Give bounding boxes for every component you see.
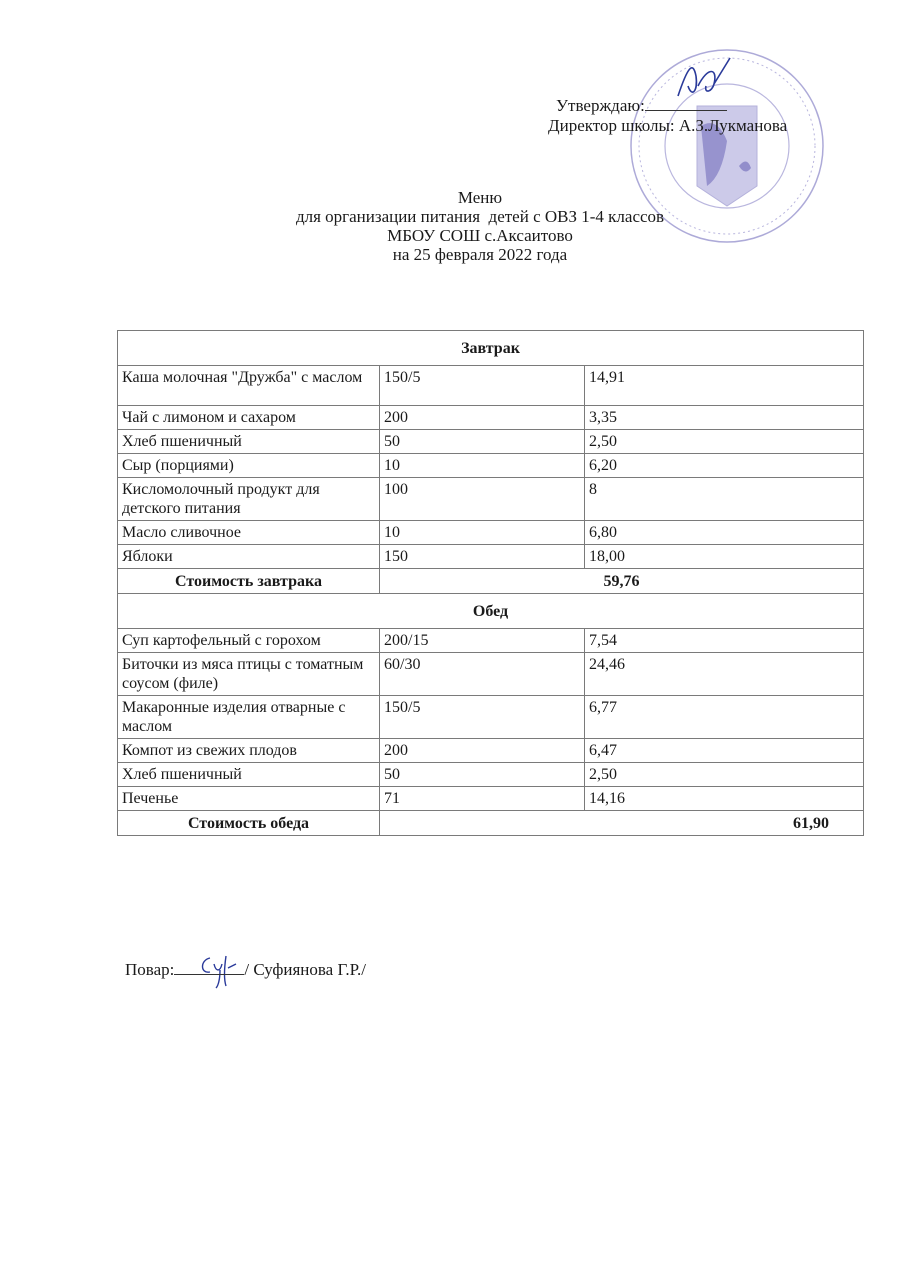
table-row [118, 653, 864, 696]
section-header-breakfast: Завтрак [118, 331, 864, 366]
dish-portion: 71 [380, 787, 585, 811]
title-line-4: на 25 февраля 2022 года [392, 245, 568, 264]
section-row-lunch [118, 594, 864, 629]
title-line-3: МБОУ СОШ с.Аксаитово [387, 226, 573, 245]
dish-price: 6,80 [585, 521, 864, 545]
table-row [118, 454, 864, 478]
title-line-2: для организации питания детей с ОВЗ 1-4 классов [295, 207, 665, 226]
director-line: Директор школы: А.З.Лукманова [548, 116, 788, 135]
dish-price: 2,50 [585, 430, 864, 454]
approval-block [548, 96, 787, 136]
total-row-breakfast [118, 569, 864, 594]
total-row-lunch [118, 811, 864, 836]
table-row [118, 696, 864, 739]
dish-portion: 50 [380, 430, 585, 454]
dish-price: 7,54 [585, 629, 864, 653]
dish-name: Яблоки [118, 545, 380, 569]
dish-portion: 60/30 [380, 653, 585, 696]
title-line-1: Меню [457, 188, 503, 207]
dish-portion: 200 [380, 406, 585, 430]
breakfast-total-label: Стоимость завтрака [118, 569, 380, 594]
dish-name: Кисломолочный продукт для детского питания [118, 478, 380, 521]
table-row [118, 366, 864, 406]
lunch-total-value: 61,90 [380, 811, 864, 836]
signature-line [645, 109, 727, 111]
table-row [118, 763, 864, 787]
dish-name: Компот из свежих плодов [118, 739, 380, 763]
dish-price: 14,16 [585, 787, 864, 811]
lunch-total-label: Стоимость обеда [118, 811, 380, 836]
cook-signature-block [125, 960, 366, 980]
dish-price: 6,77 [585, 696, 864, 739]
dish-price: 18,00 [585, 545, 864, 569]
table-row [118, 521, 864, 545]
table-row [118, 406, 864, 430]
dish-portion: 150/5 [380, 696, 585, 739]
approve-label: Утверждаю: [556, 96, 645, 115]
dish-name: Чай с лимоном и сахаром [118, 406, 380, 430]
page-title [0, 188, 897, 264]
menu-table [117, 330, 864, 836]
table-row [118, 629, 864, 653]
dish-name: Хлеб пшеничный [118, 430, 380, 454]
dish-name: Печенье [118, 787, 380, 811]
dish-name: Макаронные изделия отварные с маслом [118, 696, 380, 739]
dish-name: Хлеб пшеничный [118, 763, 380, 787]
table-row [118, 787, 864, 811]
breakfast-total-value: 59,76 [380, 569, 864, 594]
dish-portion: 100 [380, 478, 585, 521]
dish-portion: 150 [380, 545, 585, 569]
dish-price: 2,50 [585, 763, 864, 787]
dish-portion: 200 [380, 739, 585, 763]
dish-portion: 150/5 [380, 366, 585, 406]
table-row [118, 739, 864, 763]
dish-price: 6,20 [585, 454, 864, 478]
cook-label: Повар: [125, 960, 175, 979]
dish-portion: 50 [380, 763, 585, 787]
dish-price: 14,91 [585, 366, 864, 406]
table-row [118, 478, 864, 521]
cook-name: / Суфиянова Г.Р./ [244, 960, 366, 979]
dish-name: Каша молочная "Дружба" с маслом [118, 366, 380, 406]
table-row [118, 545, 864, 569]
dish-name: Биточки из мяса птицы с томатным соусом (филе) [118, 653, 380, 696]
dish-portion: 10 [380, 454, 585, 478]
section-header-lunch: Обед [118, 594, 864, 629]
table-row [118, 430, 864, 454]
dish-portion: 10 [380, 521, 585, 545]
dish-name: Масло сливочное [118, 521, 380, 545]
dish-name: Сыр (порциями) [118, 454, 380, 478]
dish-name: Суп картофельный с горохом [118, 629, 380, 653]
section-row-breakfast [118, 331, 864, 366]
dish-price: 3,35 [585, 406, 864, 430]
dish-price: 24,46 [585, 653, 864, 696]
dish-price: 6,47 [585, 739, 864, 763]
dish-portion: 200/15 [380, 629, 585, 653]
dish-price: 8 [585, 478, 864, 521]
cook-signature-line [174, 973, 244, 975]
